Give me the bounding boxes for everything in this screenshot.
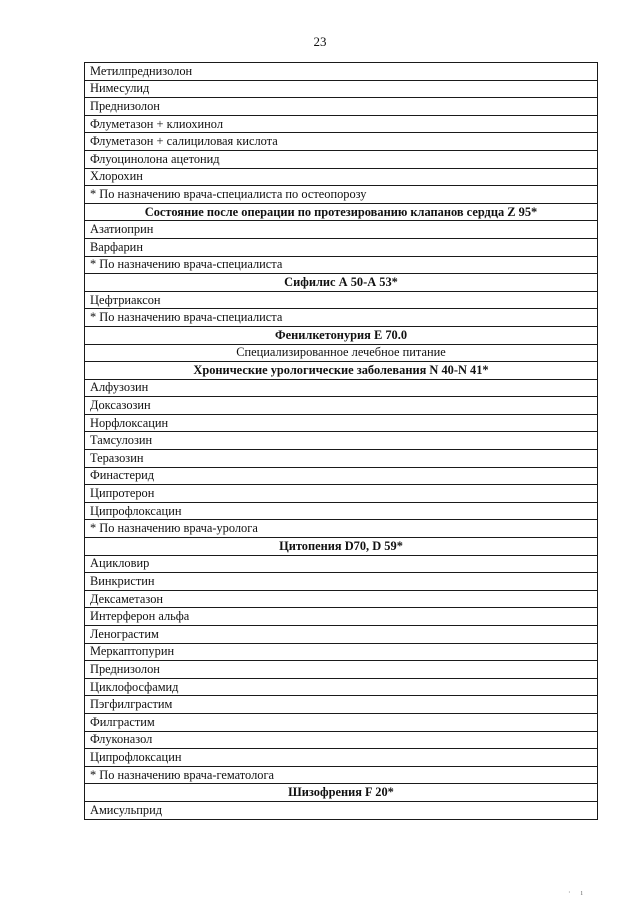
footnote-row bbox=[85, 256, 598, 274]
drug-name: Хлорохин bbox=[85, 168, 598, 186]
drug-name: Метилпреднизолон bbox=[85, 63, 598, 81]
footnote-row bbox=[85, 186, 598, 204]
table-row bbox=[85, 379, 598, 397]
section-header: Сифилис А 50-А 53* bbox=[85, 274, 598, 292]
table-row bbox=[85, 678, 598, 696]
drug-name: Преднизолон bbox=[85, 98, 598, 116]
medication-table bbox=[84, 62, 598, 820]
drug-name: Циклофосфамид bbox=[85, 678, 598, 696]
section-header: Цитопения D70, D 59* bbox=[85, 538, 598, 556]
table-row bbox=[85, 485, 598, 503]
table-row bbox=[85, 291, 598, 309]
drug-name: Преднизолон bbox=[85, 661, 598, 679]
section-header-row bbox=[85, 274, 598, 292]
drug-name: Финастерид bbox=[85, 467, 598, 485]
drug-name: Меркаптопурин bbox=[85, 643, 598, 661]
table-row bbox=[85, 801, 598, 819]
section-header-row bbox=[85, 784, 598, 802]
medication-table-body bbox=[85, 63, 598, 820]
table-row bbox=[85, 749, 598, 767]
footnote-row bbox=[85, 309, 598, 327]
table-row bbox=[85, 555, 598, 573]
table-row bbox=[85, 643, 598, 661]
scan-corner-mark: · ı bbox=[568, 888, 587, 897]
table-row bbox=[85, 63, 598, 81]
section-header: Фенилкетонурия Е 70.0 bbox=[85, 326, 598, 344]
table-row bbox=[85, 432, 598, 450]
table-row bbox=[85, 573, 598, 591]
table-row bbox=[85, 397, 598, 415]
table-row bbox=[85, 168, 598, 186]
nutrition-note: Специализированное лечебное питание bbox=[85, 344, 598, 362]
drug-name: Азатиоприн bbox=[85, 221, 598, 239]
table-row bbox=[85, 467, 598, 485]
drug-name: Ленограстим bbox=[85, 626, 598, 644]
footnote-row bbox=[85, 520, 598, 538]
table-row bbox=[85, 450, 598, 468]
drug-name: Флуметазон + салициловая кислота bbox=[85, 133, 598, 151]
drug-name: Амисульприд bbox=[85, 801, 598, 819]
section-header-row bbox=[85, 326, 598, 344]
drug-name: Флуконазол bbox=[85, 731, 598, 749]
table-row bbox=[85, 608, 598, 626]
table-row bbox=[85, 115, 598, 133]
section-header-row bbox=[85, 538, 598, 556]
footnote-text: * По назначению врача-гематолога bbox=[85, 766, 598, 784]
drug-name: Пэгфилграстим bbox=[85, 696, 598, 714]
footnote-text: * По назначению врача-специалиста bbox=[85, 256, 598, 274]
drug-name: Филграстим bbox=[85, 713, 598, 731]
table-row bbox=[85, 238, 598, 256]
section-header-row bbox=[85, 203, 598, 221]
table-row bbox=[85, 150, 598, 168]
table-row bbox=[85, 414, 598, 432]
table-row bbox=[85, 98, 598, 116]
drug-name: Норфлоксацин bbox=[85, 414, 598, 432]
drug-name: Ципротерон bbox=[85, 485, 598, 503]
section-header: Состояние после операции по протезированию клапанов сердца Z 95* bbox=[85, 203, 598, 221]
footnote-text: * По назначению врача-уролога bbox=[85, 520, 598, 538]
drug-name: Флуметазон + клиохинол bbox=[85, 115, 598, 133]
drug-name: Цефтриаксон bbox=[85, 291, 598, 309]
footnote-text: * По назначению врача-специалиста по остеопорозу bbox=[85, 186, 598, 204]
drug-name: Доксазозин bbox=[85, 397, 598, 415]
table-row bbox=[85, 344, 598, 362]
drug-name: Ципрофлоксацин bbox=[85, 502, 598, 520]
table-row bbox=[85, 731, 598, 749]
table-row bbox=[85, 713, 598, 731]
table-row bbox=[85, 626, 598, 644]
section-header-row bbox=[85, 362, 598, 380]
drug-name: Дексаметазон bbox=[85, 590, 598, 608]
drug-name: Варфарин bbox=[85, 238, 598, 256]
table-row bbox=[85, 696, 598, 714]
table-row bbox=[85, 221, 598, 239]
drug-name: Ацикловир bbox=[85, 555, 598, 573]
drug-name: Тамсулозин bbox=[85, 432, 598, 450]
drug-name: Алфузозин bbox=[85, 379, 598, 397]
drug-name: Ципрофлоксацин bbox=[85, 749, 598, 767]
drug-name: Интерферон альфа bbox=[85, 608, 598, 626]
drug-name: Винкристин bbox=[85, 573, 598, 591]
table-row bbox=[85, 590, 598, 608]
drug-name: Нимесулид bbox=[85, 80, 598, 98]
table-row bbox=[85, 502, 598, 520]
drug-name: Теразозин bbox=[85, 450, 598, 468]
table-row bbox=[85, 133, 598, 151]
footnote-row bbox=[85, 766, 598, 784]
table-row bbox=[85, 661, 598, 679]
page-number: 23 bbox=[313, 34, 327, 49]
section-header: Шизофрения F 20* bbox=[85, 784, 598, 802]
section-header: Хронические урологические заболевания N 40-N 41* bbox=[85, 362, 598, 380]
drug-name: Флуоцинолона ацетонид bbox=[85, 150, 598, 168]
table-row bbox=[85, 80, 598, 98]
footnote-text: * По назначению врача-специалиста bbox=[85, 309, 598, 327]
